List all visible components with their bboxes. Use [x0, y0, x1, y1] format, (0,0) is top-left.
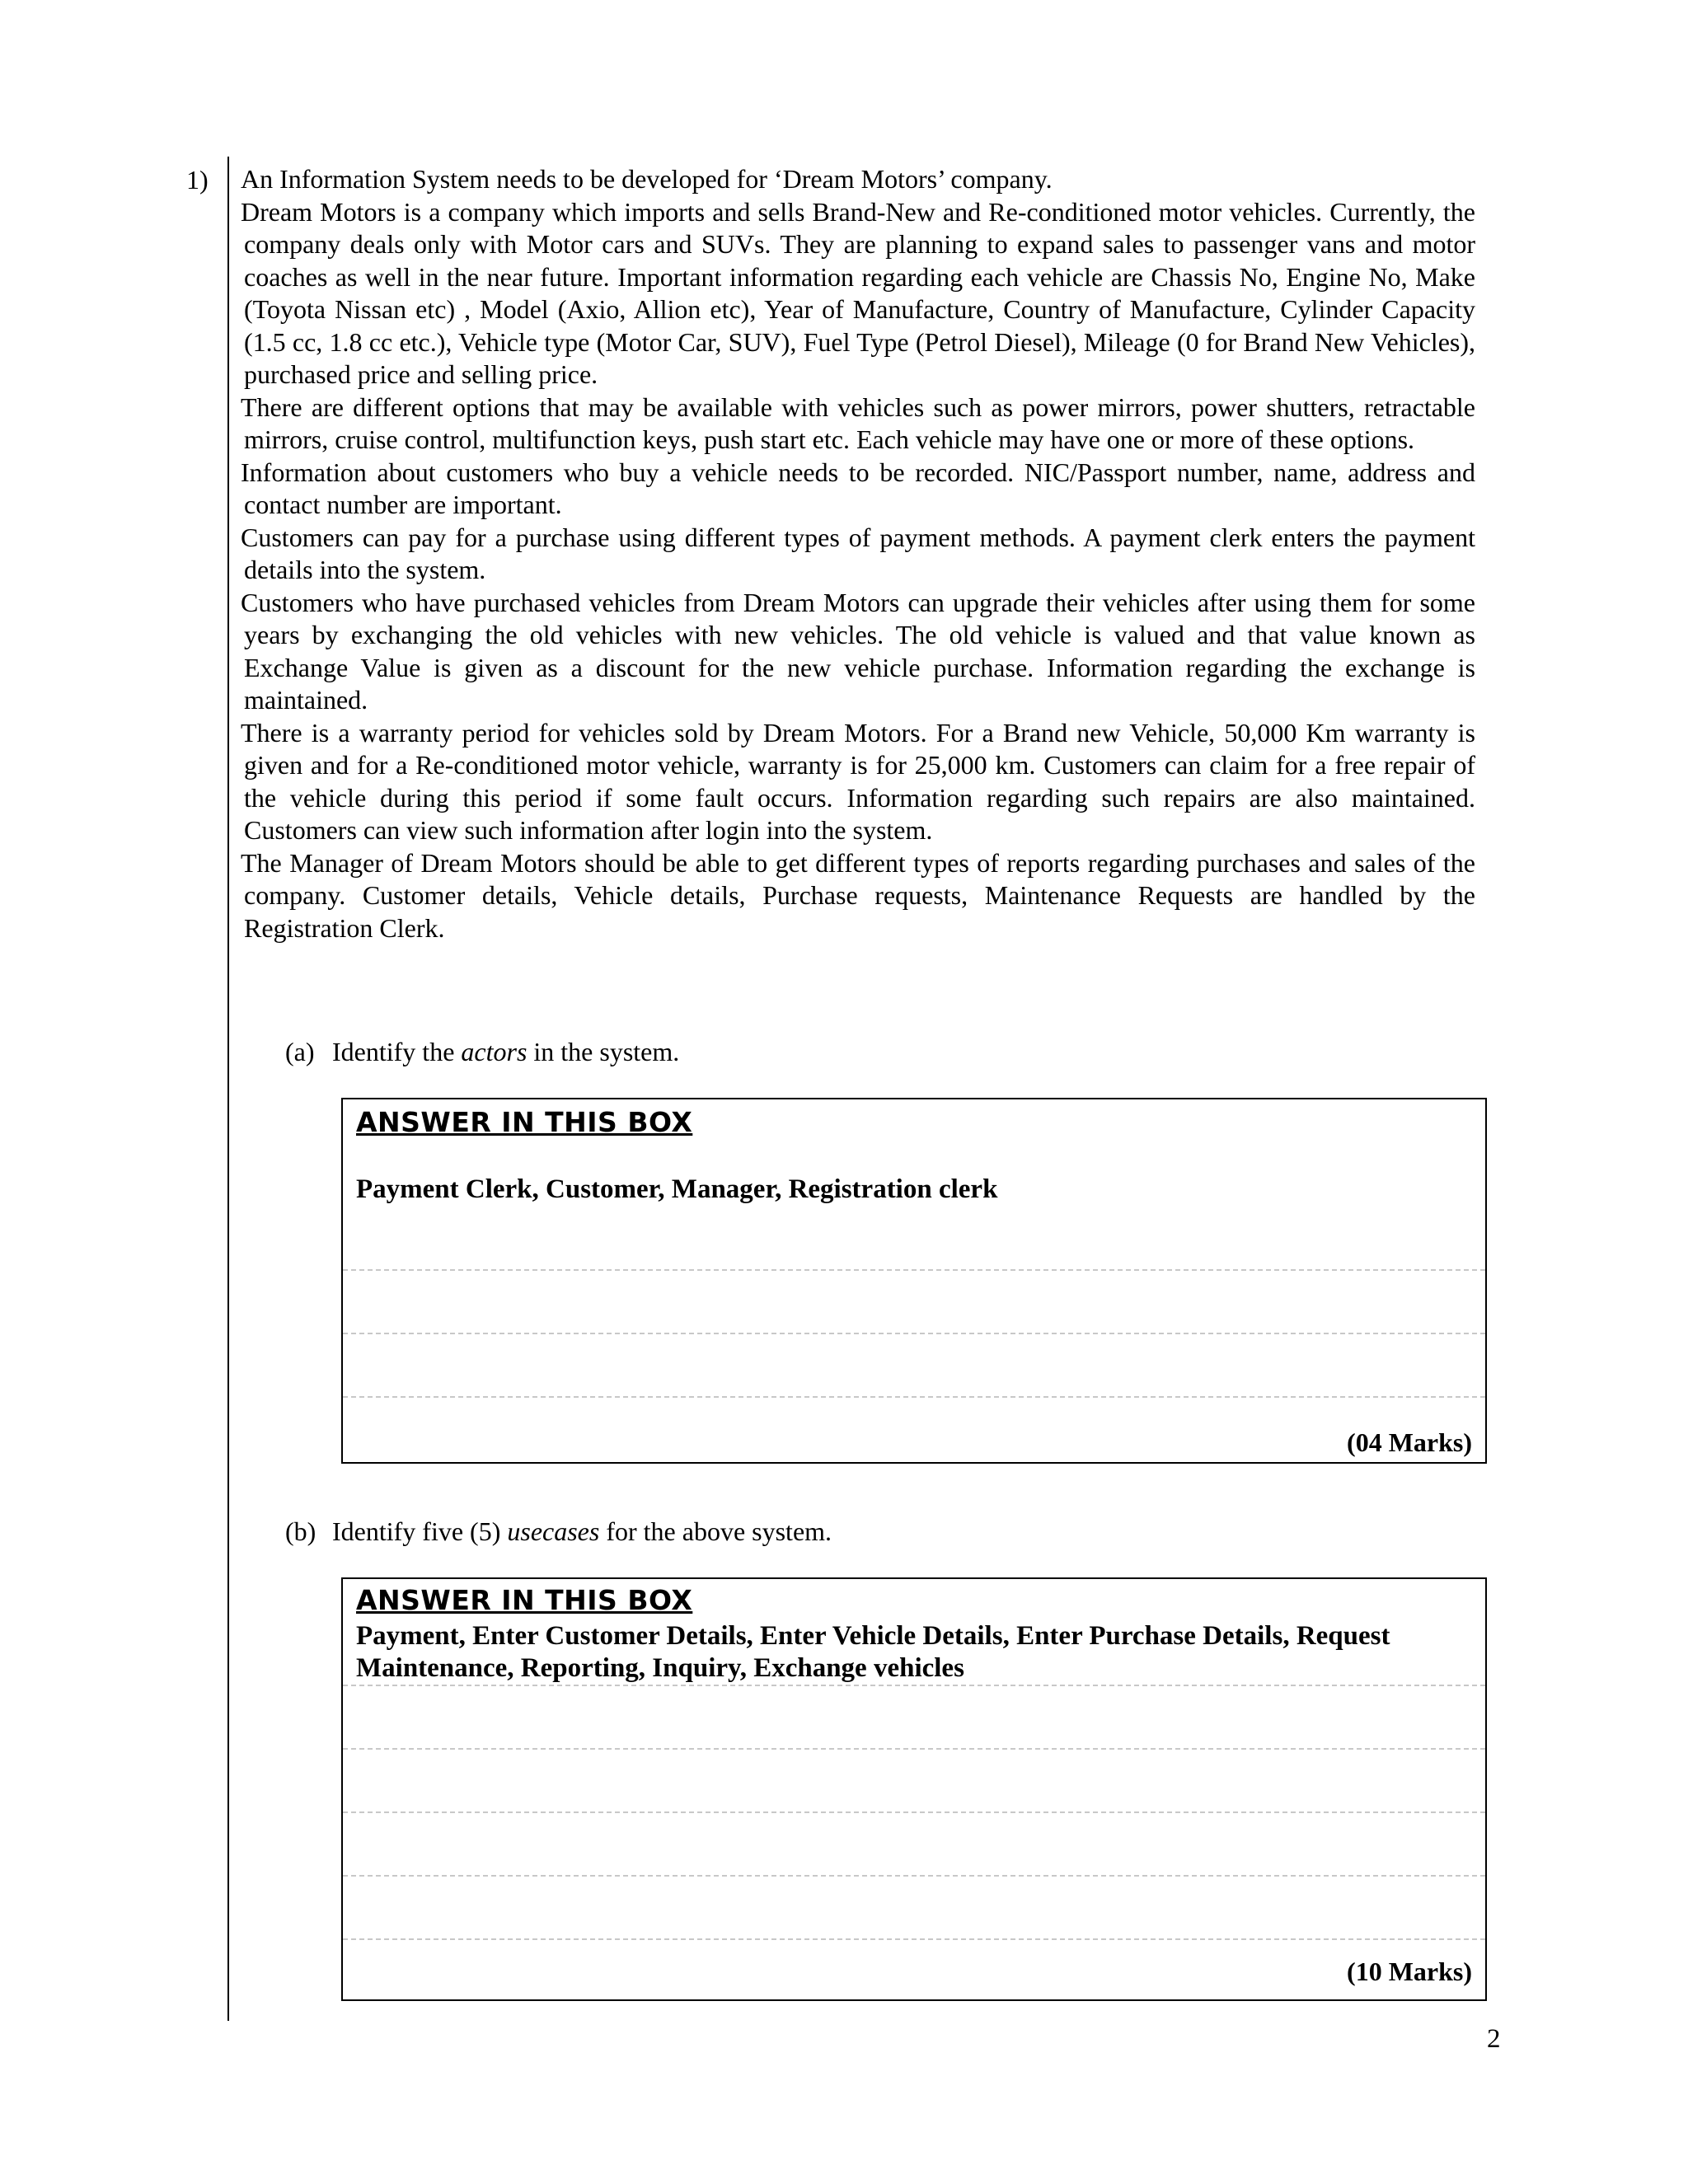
question-paragraph-intro: An Information System needs to be developed for ‘Dream Motors’ company.: [241, 164, 1053, 194]
question-margin-rule: [227, 157, 229, 2021]
question-paragraph-options: There are different options that may be available with vehicles such as power mirrors, power shutters, retractable mirrors, cruise control, multifunction keys, push start etc. Each vehicle may have one or more of these options.: [241, 391, 1475, 454]
part-a-letter: (a): [285, 1037, 315, 1066]
page-number: 2: [1487, 2024, 1501, 2054]
answer-line: [343, 1269, 1485, 1271]
question-paragraph-customers: Information about customers who buy a vehicle needs to be recorded. NIC/Passport number, name, address and contact number are important.: [241, 457, 1475, 519]
part-b-prompt-start: Identify five (5): [332, 1516, 508, 1546]
part-a-marks: (04 Marks): [1347, 1427, 1472, 1457]
question-paragraph-payment: Customers can pay for a purchase using different types of payment methods. A payment clerk enters the payment details into the system.: [241, 522, 1475, 584]
part-a-box-heading: ANSWER IN THIS BOX: [356, 1106, 693, 1138]
answer-line: [343, 1748, 1485, 1750]
part-a-answer-text: Payment Clerk, Customer, Manager, Registration clerk: [356, 1174, 998, 1204]
answer-line: [343, 1875, 1485, 1877]
question-paragraph-manager: The Manager of Dream Motors should be able to get different types of reports regarding purchases and sales of the company. Customer details, Vehicle details, Purchase requests, Maintenance Requests are handled by the Registration Clerk.: [241, 847, 1475, 943]
answer-line: [343, 1938, 1485, 1940]
part-a-prompt-start: Identify the: [332, 1037, 462, 1066]
answer-line: [343, 1396, 1485, 1398]
part-b-answer-text: Payment, Enter Customer Details, Enter Vehicle Details, Enter Purchase Details, Request Maintenance, Reporting, Inquiry, Exchange vehicles: [356, 1621, 1390, 1683]
part-b-prompt-emphasis: usecases: [507, 1516, 600, 1546]
question-paragraph-exchange: Customers who have purchased vehicles from Dream Motors can upgrade their vehicles after using them for some years by exchanging the old vehicles with new vehicles. The old vehicle is valued and that value known as Exchange Value is given as a discount for the new vehicle purchase. Information regarding the exchange is maintained.: [241, 587, 1475, 715]
answer-line: [343, 1685, 1485, 1686]
part-a-prompt: [285, 1035, 679, 1068]
answer-line: [343, 1811, 1485, 1813]
part-a-prompt-end: in the system.: [527, 1037, 680, 1066]
question-paragraph-warranty: There is a warranty period for vehicles sold by Dream Motors. For a Brand new Vehicle, 50,000 Km warranty is given and for a Re-conditioned motor vehicle, warranty is for 25,000 km. Customers can claim for a free repair of the vehicle during this period if some fault occurs. Information regarding such repairs are also maintained. Customers can view such information after login into the system.: [241, 717, 1475, 845]
part-b-answer-box[interactable]: [341, 1577, 1487, 2001]
question-body: [241, 163, 1475, 944]
part-b-marks: (10 Marks): [1347, 1957, 1472, 1986]
answer-line: [343, 1333, 1485, 1334]
part-a-answer-box[interactable]: [341, 1098, 1487, 1464]
question-number: 1): [186, 165, 209, 194]
part-b-box-heading: ANSWER IN THIS BOX: [356, 1584, 693, 1616]
question-paragraph-company: Dream Motors is a company which imports and sells Brand-New and Re-conditioned motor vehicles. Currently, the company deals only with Motor cars and SUVs. They are planning to expand sales to passenger vans and motor coaches as well in the near future. Important information regarding each vehicle are Chassis No, Engine No, Make (Toyota Nissan etc) , Model (Axio, Allion etc), Year of Manufacture, Country of Manufacture, Cylinder Capacity (1.5 cc, 1.8 cc etc.), Vehicle type (Motor Car, SUV), Fuel Type (Petrol Diesel), Mileage (0 for Brand New Vehicles), purchased price and selling price.: [241, 196, 1475, 389]
part-b-prompt: [285, 1515, 832, 1548]
part-b-prompt-end: for the above system.: [599, 1516, 832, 1546]
part-a-prompt-emphasis: actors: [461, 1037, 528, 1066]
part-b-letter: (b): [285, 1516, 316, 1546]
